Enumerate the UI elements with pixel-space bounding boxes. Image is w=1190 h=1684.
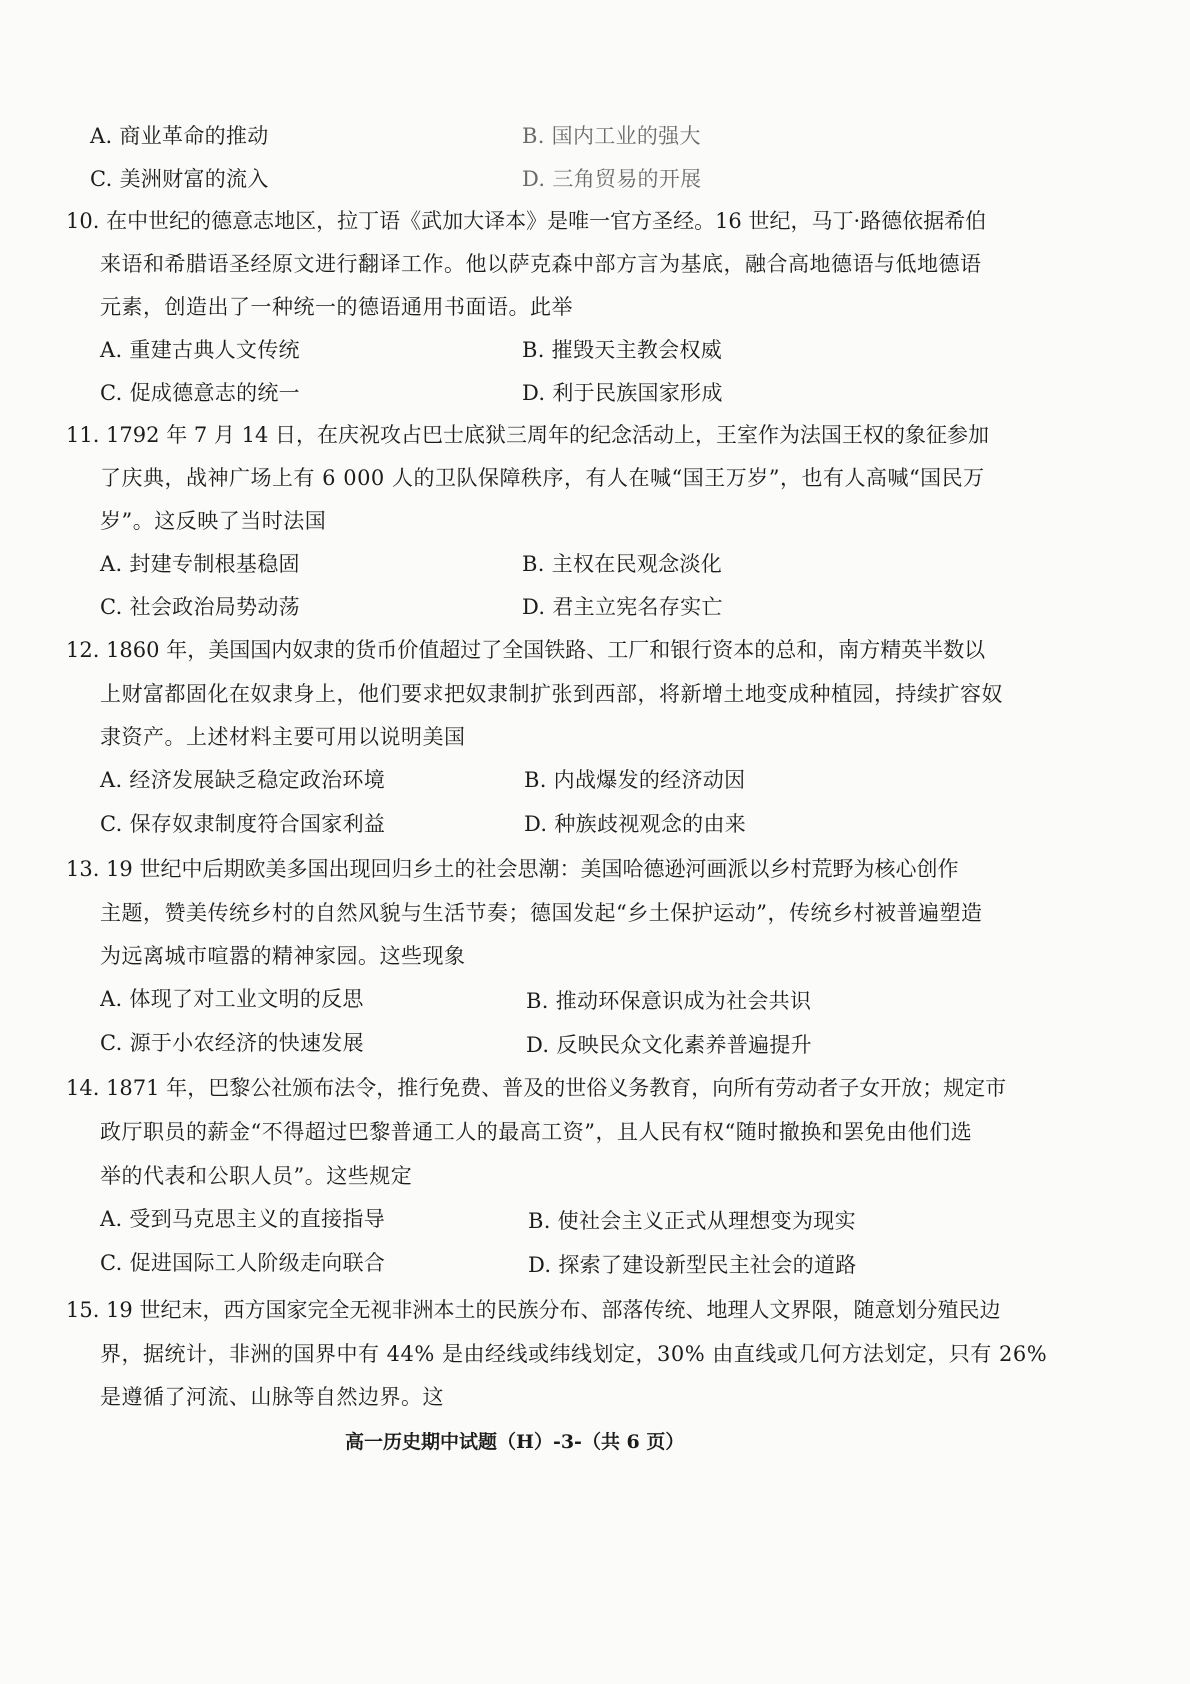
q13-option-c: C. 源于小农经济的快速发展 <box>100 1031 364 1055</box>
q14-option-d: D. 探索了建设新型民主社会的道路 <box>528 1253 857 1277</box>
q14-stem-line-1: 14. 1871 年，巴黎公社颁布法令，推行免费、普及的世俗义务教育，向所有劳动者子女开放；规定市 <box>66 1076 1007 1100</box>
q11-stem-line-1: 11. 1792 年 7 月 14 日，在庆祝攻占巴士底狱三周年的纪念活动上，王室作为法国王权的象征参加 <box>66 423 989 447</box>
q9-option-a: A. 商业革命的推动 <box>90 124 269 148</box>
q12-option-b: B. 内战爆发的经济动因 <box>524 768 746 792</box>
q11-stem-line-2: 了庆典，战神广场上有 6 000 人的卫队保障秩序，有人在喊“国王万岁”，也有人高喊“国民万 <box>100 466 985 490</box>
q13-option-b: B. 推动环保意识成为社会共识 <box>526 989 812 1013</box>
q12-stem-line-3: 隶资产。上述材料主要可用以说明美国 <box>100 725 466 749</box>
q10-option-a: A. 重建古典人文传统 <box>100 338 300 362</box>
page-footer: 高一历史期中试题（H）-3-（共 6 页） <box>345 1431 685 1453</box>
q13-option-a: A. 体现了对工业文明的反思 <box>100 987 364 1011</box>
q13-option-d: D. 反映民众文化素养普遍提升 <box>526 1033 812 1057</box>
q9-option-d: D. 三角贸易的开展 <box>522 167 702 191</box>
q10-stem-line-3: 元素，创造出了一种统一的德语通用书面语。此举 <box>100 295 573 319</box>
q11-stem-line-3: 岁”。这反映了当时法国 <box>100 509 327 533</box>
q14-option-c: C. 促进国际工人阶级走向联合 <box>100 1251 386 1275</box>
q11-option-d: D. 君主立宪名存实亡 <box>522 595 723 619</box>
q11-option-b: B. 主权在民观念淡化 <box>522 552 723 576</box>
q14-option-a: A. 受到马克思主义的直接指导 <box>100 1207 386 1231</box>
q14-stem-line-3: 举的代表和公职人员”。这些规定 <box>100 1164 413 1188</box>
q15-stem-line-3: 是遵循了河流、山脉等自然边界。这 <box>100 1385 444 1409</box>
q11-option-a: A. 封建专制根基稳固 <box>100 552 300 576</box>
q13-stem-line-2: 主题，赞美传统乡村的自然风貌与生活节奏；德国发起“乡土保护运动”，传统乡村被普遍塑造 <box>100 901 983 925</box>
q10-stem-line-2: 来语和希腊语圣经原文进行翻译工作。他以萨克森中部方言为基底，融合高地德语与低地德语 <box>100 252 982 276</box>
q12-stem-line-1: 12. 1860 年，美国国内奴隶的货币价值超过了全国铁路、工厂和银行资本的总和，南方精英半数以 <box>66 638 986 662</box>
q15-stem-line-2: 界，据统计，非洲的国界中有 44% 是由经线或纬线划定，30% 由直线或几何方法划定，只有 26% <box>100 1342 1048 1366</box>
q9-option-b: B. 国内工业的强大 <box>522 124 701 148</box>
q12-option-a: A. 经济发展缺乏稳定政治环境 <box>100 768 386 792</box>
q13-stem-line-1: 13. 19 世纪中后期欧美多国出现回归乡土的社会思潮：美国哈德逊河画派以乡村荒野为核心创作 <box>66 857 959 881</box>
q12-stem-line-2: 上财富都固化在奴隶身上，他们要求把奴隶制扩张到西部，将新增土地变成种植园，持续扩容奴 <box>100 682 1003 706</box>
q15-stem-line-1: 15. 19 世纪末，西方国家完全无视非洲本土的民族分布、部落传统、地理人文界限，随意划分殖民边 <box>66 1298 1001 1322</box>
q14-option-b: B. 使社会主义正式从理想变为现实 <box>528 1209 856 1233</box>
q12-option-c: C. 保存奴隶制度符合国家利益 <box>100 812 386 836</box>
q10-option-d: D. 利于民族国家形成 <box>522 381 723 405</box>
q11-option-c: C. 社会政治局势动荡 <box>100 595 300 619</box>
q12-option-d: D. 种族歧视观念的由来 <box>524 812 747 836</box>
q10-option-c: C. 促成德意志的统一 <box>100 381 300 405</box>
q10-option-b: B. 摧毁天主教会权威 <box>522 338 723 362</box>
q10-stem-line-1: 10. 在中世纪的德意志地区，拉丁语《武加大译本》是唯一官方圣经。16 世纪，马丁·路德依据希伯 <box>66 209 987 233</box>
q13-stem-line-3: 为远离城市喧嚣的精神家园。这些现象 <box>100 944 466 968</box>
q9-option-c: C. 美洲财富的流入 <box>90 167 269 191</box>
q14-stem-line-2: 政厅职员的薪金“不得超过巴黎普通工人的最高工资”，且人民有权“随时撤换和罢免由他们选 <box>100 1120 973 1144</box>
